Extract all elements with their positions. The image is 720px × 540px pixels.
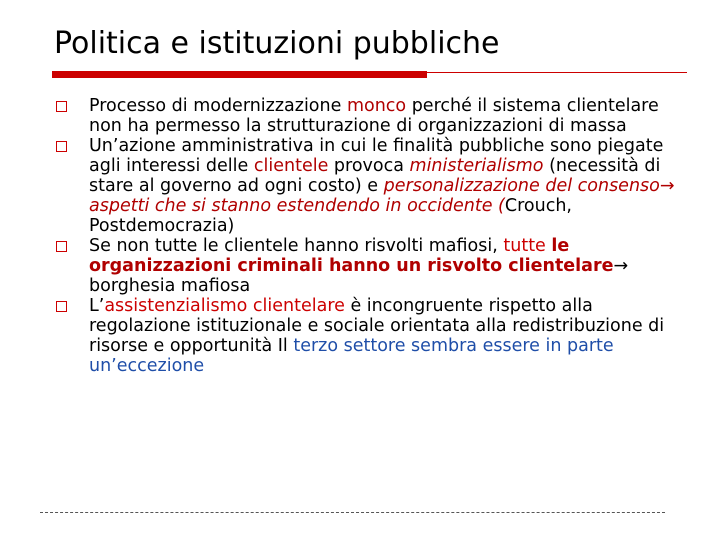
emphasis-text: le organizzazioni criminali hanno un risvolto clientelare [89,236,614,276]
emphasis-text: terzo settore sembra essere in parte un’eccezione [89,336,614,376]
footer-divider [40,512,665,513]
title-underline-thin [427,72,687,73]
bullet-text: (necessità di stare al governo ad ogni costo) e [89,156,661,196]
bullet-item [56,96,676,136]
checkbox-bullet-icon [56,101,67,112]
bullet-item [56,236,676,296]
bullet-text: Crouch, Postdemocrazia) [89,196,572,236]
arrow-icon: → [613,256,629,276]
emphasis-text: tutte [503,236,552,256]
emphasis-text: aspetti che si stanno estendendo in occidente ( [89,196,505,216]
bullet-item [56,136,676,236]
emphasis-text: monco [346,96,407,116]
slide-title: Politica e istituzioni pubbliche [54,26,500,61]
emphasis-text: assistenzialismo clientelare [104,296,345,316]
title-underline-thick [52,71,427,78]
checkbox-bullet-icon [56,141,67,152]
emphasis-text: ministerialismo [409,156,544,176]
bullet-text: borghesia mafiosa [89,276,251,296]
checkbox-bullet-icon [56,241,67,252]
bullet-text: è incongruente rispetto alla regolazione istituzionale e sociale orientata alla redistribuzione di risorse e opportunità Il [89,296,665,356]
bullet-text: L’ [89,296,105,316]
emphasis-text: personalizzazione del consenso [383,176,660,196]
bullet-text: provoca [328,156,410,176]
bullet-item [56,296,676,376]
emphasis-text: clientele [253,156,329,176]
bullet-list [56,96,676,376]
checkbox-bullet-icon [56,301,67,312]
bullet-text: Processo di modernizzazione [89,96,347,116]
bullet-text: Un’azione amministrativa in cui le finalità pubbliche sono piegate agli interessi delle [89,136,664,176]
bullet-text: Se non tutte le clientele hanno risvolti mafiosi, [89,236,504,256]
arrow-icon: → [659,176,675,196]
bullet-text: perché il sistema clientelare non ha permesso la strutturazione di organizzazioni di massa [89,96,659,136]
